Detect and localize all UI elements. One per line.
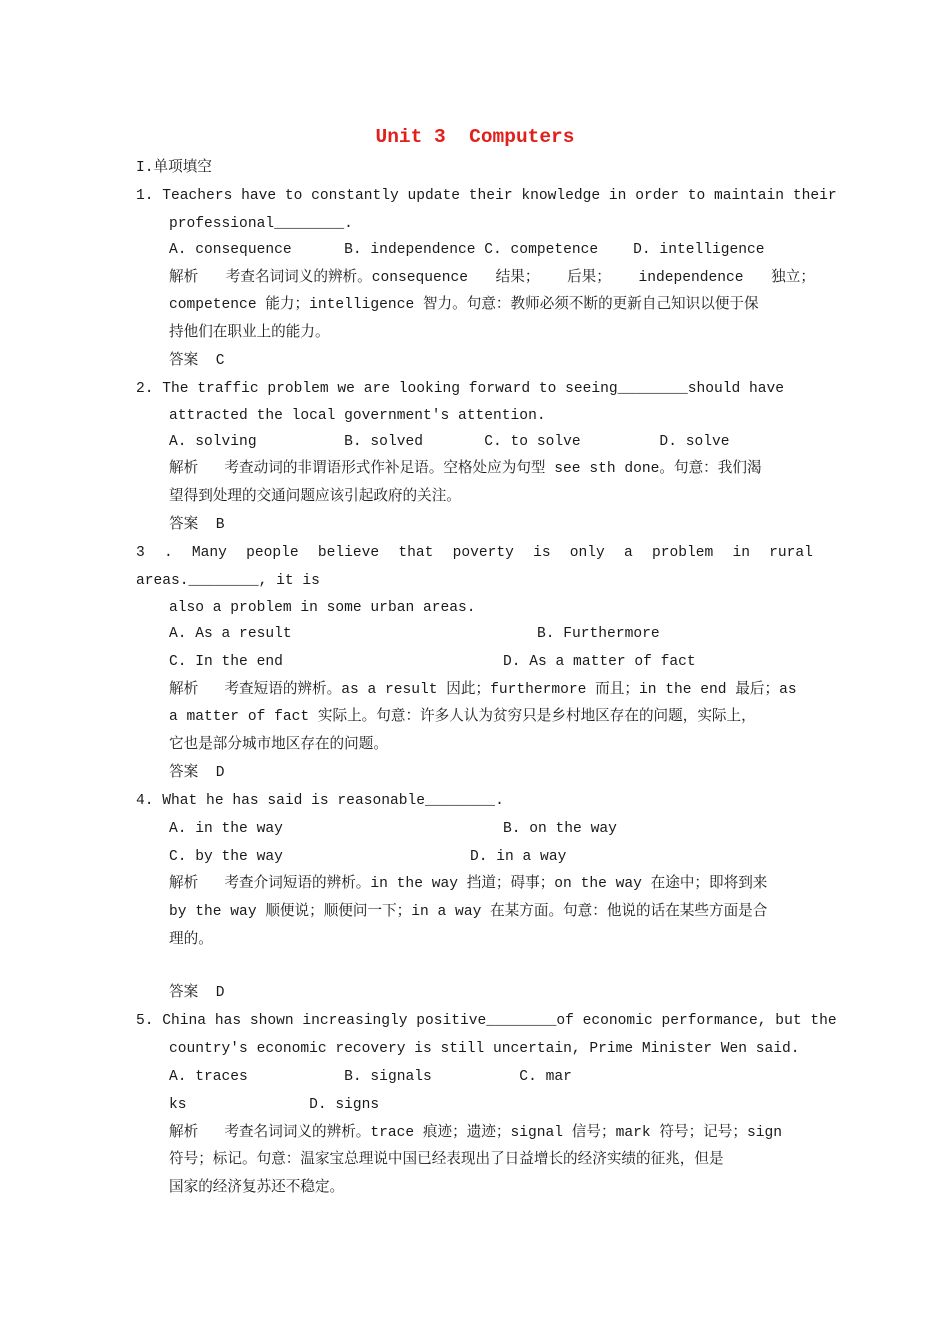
page-title: Unit 3 Computers <box>375 126 575 148</box>
section-heading: I.单项填空 <box>136 160 212 176</box>
q5-explanation-line-1: 解析 考查名词词义的辨析。trace 痕迹；遗迹；signal 信号；mark 符号；记号；sign <box>169 1125 782 1141</box>
q4-answer: 答案 D <box>169 985 225 1001</box>
q3-option-d: D. As a matter of fact <box>503 654 696 670</box>
q2-stem-line-2: attracted the local government's attention. <box>169 408 546 424</box>
q3-word: a <box>624 545 633 561</box>
q3-stem-line-1 <box>136 543 813 563</box>
q4-stem: 4. What he has said is reasonable________. <box>136 793 504 809</box>
q1-explanation-line-3: 持他们在职业上的能力。 <box>169 325 330 341</box>
q5-stem-line-1: 5. China has shown increasingly positive________of economic performance, but the <box>136 1013 837 1029</box>
q5-options-line-1: A. traces B. signals C. mar <box>169 1069 572 1085</box>
q3-word: problem <box>651 545 714 561</box>
q3-word: rural <box>769 545 813 561</box>
q1-explanation-line-1 <box>169 268 815 288</box>
q3-word: only <box>569 545 605 561</box>
q3-word: that <box>398 545 434 561</box>
q1-exp-word: 独立； <box>771 270 815 286</box>
q3-word: poverty <box>452 545 514 561</box>
q2-explanation-line-1: 解析 考查动词的非谓语形式作补足语。空格处应为句型 see sth done。句意：我们渴 <box>169 461 762 477</box>
q3-stem-line-3: also a problem in some urban areas. <box>169 600 476 616</box>
q3-option-a: A. As a result <box>169 626 292 642</box>
q1-exp-word: 解析 <box>169 270 199 286</box>
q1-stem-line-1: 1. Teachers have to constantly update their knowledge in order to maintain their <box>136 188 837 204</box>
q4-explanation-line-1: 解析 考查介词短语的辨析。in the way 挡道；碍事；on the way 在途中；即将到来 <box>169 876 768 892</box>
q2-answer: 答案 B <box>169 517 225 533</box>
q4-explanation-line-3: 理的。 <box>169 932 213 948</box>
q3-word: believe <box>317 545 380 561</box>
q1-answer: 答案 C <box>169 353 225 369</box>
q3-explanation-line-2: a matter of fact 实际上。句意：许多人认为贫穷只是乡村地区存在的问题，实际上， <box>169 709 756 725</box>
q2-stem-line-1: 2. The traffic problem we are looking forward to seeing________should have <box>136 381 785 397</box>
q1-explanation-line-2: competence 能力；intelligence 智力。句意：教师必须不断的更新自己知识以便于保 <box>169 297 759 313</box>
q2-options: A. solving B. solved C. to solve D. solve <box>169 434 730 450</box>
q3-explanation-line-1: 解析 考查短语的辨析。as a result 因此；furthermore 而且；in the end 最后；as <box>169 682 797 698</box>
q5-explanation-line-2: 符号；标记。句意：温家宝总理说中国已经表现出了日益增长的经济实绩的征兆，但是 <box>169 1152 724 1168</box>
q3-word: 3 <box>136 545 145 561</box>
q5-options-line-2: ks D. signs <box>169 1097 380 1113</box>
q4-option-b: B. on the way <box>503 821 617 837</box>
q1-exp-word: 后果； <box>567 270 611 286</box>
q4-explanation-line-2: by the way 顺便说；顺便问一下；in a way 在某方面。句意：他说的话在某些方面是合 <box>169 904 768 920</box>
q3-option-c: C. In the end <box>169 654 283 670</box>
q1-exp-word: 考查名词词义的辨析。consequence <box>225 270 469 286</box>
q3-word: . <box>163 545 173 561</box>
q3-word: in <box>732 545 750 561</box>
q1-stem-line-2: professional________. <box>169 216 353 232</box>
q5-stem-line-2: country's economic recovery is still uncertain, Prime Minister Wen said. <box>169 1041 800 1057</box>
q1-options: A. consequence B. independence C. competence D. intelligence <box>169 242 765 258</box>
q3-stem-line-2: areas.________, it is <box>136 573 320 589</box>
q4-option-d: D. in a way <box>470 849 567 865</box>
q3-word: people <box>246 545 299 561</box>
q4-option-a: A. in the way <box>169 821 283 837</box>
q3-word: is <box>533 545 551 561</box>
q5-explanation-line-3: 国家的经济复苏还不稳定。 <box>169 1180 345 1196</box>
q3-explanation-line-3: 它也是部分城市地区存在的问题。 <box>169 737 388 753</box>
q3-answer: 答案 D <box>169 765 225 781</box>
q3-word: Many <box>191 545 227 561</box>
q2-explanation-line-2: 望得到处理的交通问题应该引起政府的关注。 <box>169 489 461 505</box>
q1-exp-word: 结果； <box>495 270 540 286</box>
q4-option-c: C. by the way <box>169 849 283 865</box>
q3-option-b: B. Furthermore <box>537 626 660 642</box>
q1-exp-word: independence <box>638 270 744 286</box>
